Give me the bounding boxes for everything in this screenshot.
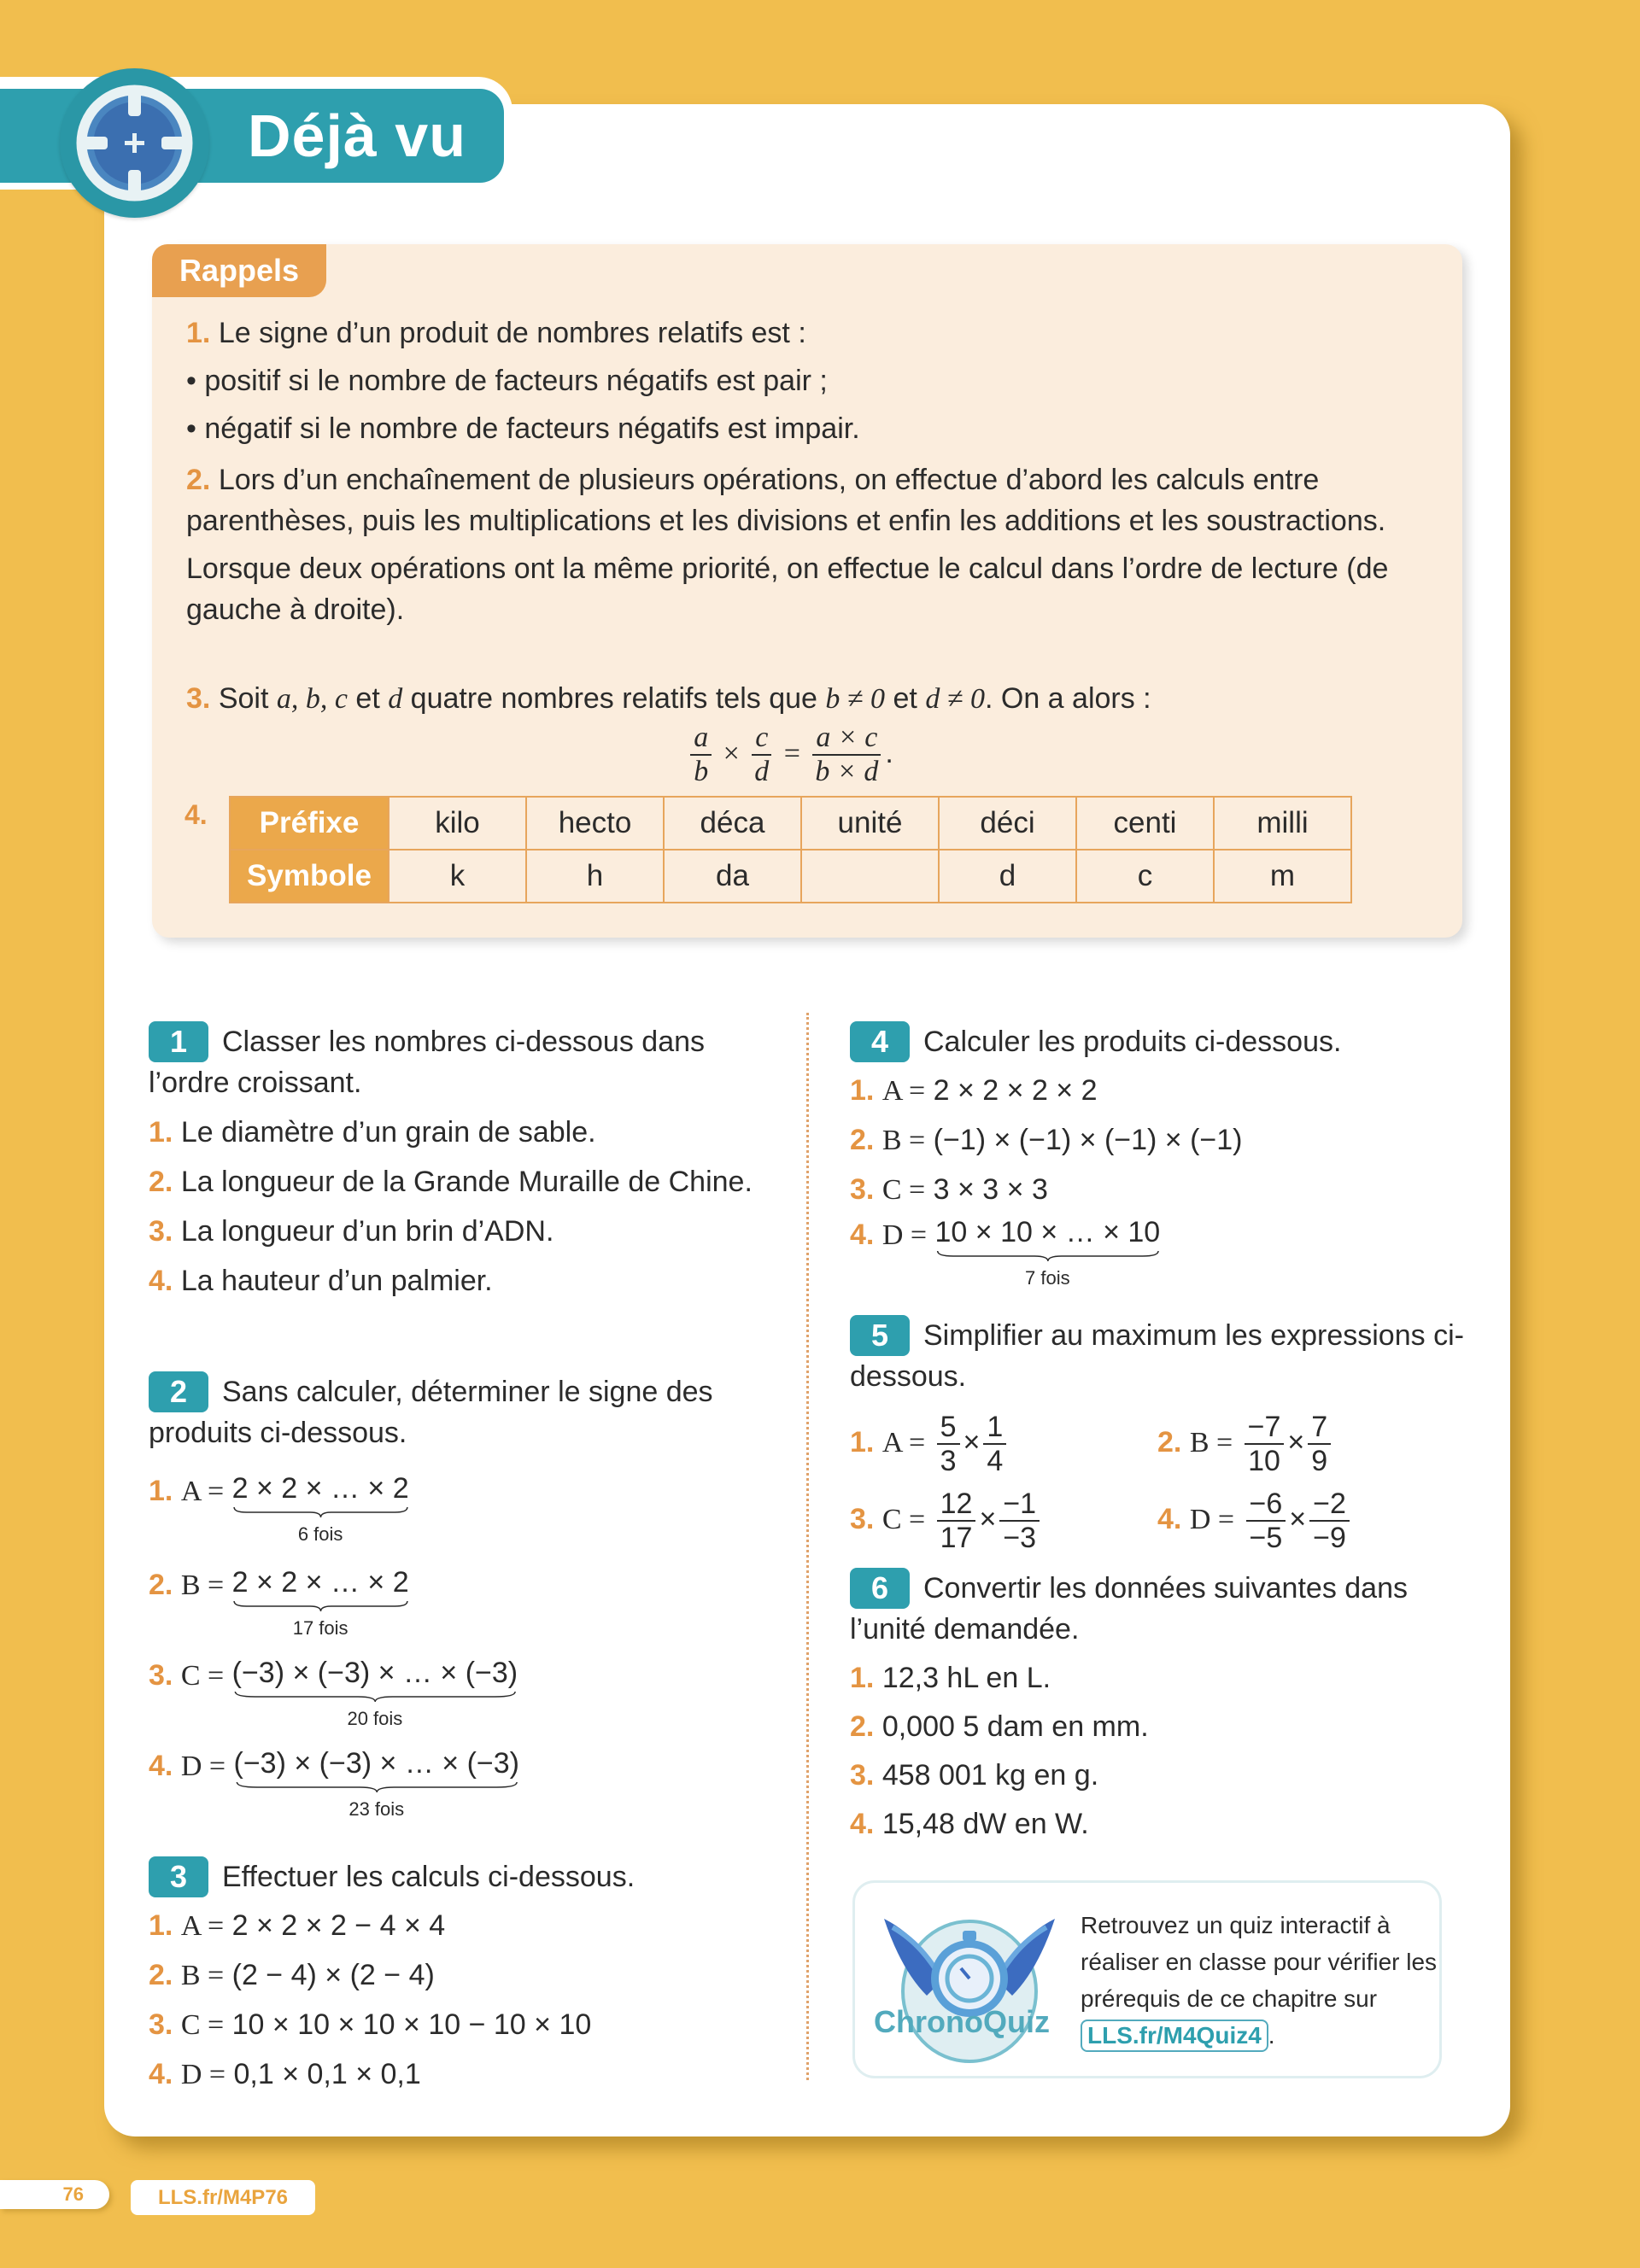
quiz-description: Retrouvez un quiz interactif à réaliser en classe pour vérifier les prérequis de ce chapitre sur	[1081, 1912, 1438, 2012]
exercise-badge: 5	[850, 1315, 910, 1356]
chronoquiz-box	[852, 1880, 1442, 2078]
item-lhs: B =	[180, 1569, 225, 1601]
item-num: 3.	[149, 1659, 173, 1692]
prefix-cell: déci	[939, 797, 1076, 850]
item-lhs: B =	[882, 1125, 926, 1156]
exercise-title: Classer les nombres ci-dessous dans l’ordre croissant.	[149, 1026, 706, 1099]
list-item	[149, 1211, 781, 1252]
item-num: 1.	[149, 1909, 173, 1942]
frac-num: a	[690, 723, 712, 756]
item-num: 4.	[850, 1808, 875, 1840]
prefix-table	[229, 796, 1352, 903]
item-text: Le diamètre d’un grain de sable.	[180, 1116, 596, 1149]
rappel-num: 1.	[186, 317, 211, 349]
frac-den: 17	[940, 1522, 973, 1554]
fraction-grid	[850, 1412, 1482, 1552]
item-num: 1.	[149, 1116, 173, 1149]
item-text: 458 001 kg en g.	[882, 1759, 1099, 1792]
item-lhs: D =	[180, 1751, 226, 1782]
exercise-badge: 2	[149, 1371, 208, 1412]
list-item	[149, 1905, 781, 1947]
page-title: Déjà vu	[248, 102, 466, 169]
rappel-text: Lors d’un enchaînement de plusieurs opérations, on effectue d’abord les calculs entre parenthèses, puis les multiplications et les divisions et enfin les additions et les soustractions.	[186, 464, 1386, 537]
frac-den: 3	[940, 1445, 957, 1477]
item-lhs: C =	[882, 1174, 926, 1206]
frac-num: −7	[1245, 1412, 1285, 1445]
item-num: 3.	[149, 2008, 173, 2041]
list-item	[149, 1260, 781, 1301]
list-item	[149, 2004, 781, 2046]
item-expr: 0,1 × 0,1 × 0,1	[233, 2058, 421, 2090]
exercise-badge: 6	[850, 1568, 910, 1609]
rappel-text: et	[355, 682, 380, 715]
item-num: 2.	[850, 1710, 875, 1743]
item-expr: 3 × 3 × 3	[933, 1173, 1048, 1206]
item-num: 3.	[850, 1759, 875, 1792]
list-item	[850, 1214, 1482, 1291]
op: ×	[1289, 1502, 1307, 1535]
item-num: 3.	[850, 1502, 875, 1535]
item-lhs: B =	[1189, 1426, 1233, 1458]
item-num: 4.	[149, 1265, 173, 1297]
exercise-1	[149, 1021, 781, 1301]
var-list: a, b, c	[276, 683, 348, 715]
symbol-cell	[801, 850, 939, 903]
item-text: 0,000 5 dam en mm.	[882, 1710, 1149, 1743]
item-text: 12,3 hL en L.	[882, 1662, 1051, 1694]
list-item	[850, 1803, 1482, 1844]
item-num: 2.	[149, 1959, 173, 1991]
list-item	[149, 1655, 781, 1739]
prefix-cell: déca	[664, 797, 801, 850]
frac-num: c	[752, 723, 771, 756]
page-link[interactable]: LLS.fr/M4P76	[131, 2180, 315, 2215]
underbrace-icon	[232, 1506, 409, 1518]
exercise-badge: 4	[850, 1021, 910, 1062]
symbol-cell: d	[939, 850, 1076, 903]
symbol-row	[230, 850, 1351, 903]
list-item	[850, 1489, 1157, 1552]
frac-den: b	[694, 756, 709, 787]
item-expr: 10 × 10 × 10 × 10 − 10 × 10	[231, 2008, 592, 2041]
list-item	[149, 2054, 781, 2096]
rappel-text: et	[893, 682, 917, 715]
item-num: 2.	[149, 1569, 173, 1601]
item-text: La longueur d’un brin d’ADN.	[180, 1215, 554, 1248]
rappel-1: 1. Le signe d’un produit de nombres relatifs est : • positif si le nombre de facteurs négatifs est pair ; • négatif si le nombre de facteurs négatifs est impair.	[186, 317, 860, 445]
frac-num: −2	[1309, 1489, 1350, 1522]
prefix-cell: unité	[801, 797, 939, 850]
item-expr: 10 × 10 × … × 10	[934, 1216, 1161, 1248]
frac-num: 5	[937, 1412, 960, 1445]
symbol-cell: da	[664, 850, 801, 903]
item-lhs: A =	[882, 1426, 926, 1458]
chronoquiz-logo-text: ChronoQuiz	[874, 2004, 1050, 2039]
item-num: 4.	[1157, 1502, 1182, 1535]
exercise-title: Calculer les produits ci-dessous.	[923, 1026, 1342, 1058]
item-lhs: A =	[180, 1910, 225, 1942]
period: .	[885, 736, 893, 769]
exercise-title: Sans calculer, déterminer le signe des produits ci-dessous.	[149, 1376, 713, 1449]
frac-num: −1	[999, 1489, 1040, 1522]
list-item	[850, 1657, 1482, 1698]
period: .	[1268, 2022, 1275, 2049]
item-num: 2.	[850, 1124, 875, 1156]
item-num: 1.	[850, 1425, 875, 1458]
item-text: 15,48 dW en W.	[882, 1808, 1089, 1840]
item-num: 4.	[149, 1750, 173, 1782]
rappel-num: 2.	[186, 464, 211, 496]
condition-d: d ≠ 0	[925, 683, 985, 715]
item-lhs: C =	[180, 2009, 225, 2041]
frac-num: 7	[1308, 1412, 1331, 1445]
rappels-box	[152, 244, 1462, 938]
item-num: 2.	[1157, 1425, 1182, 1458]
op: ×	[963, 1425, 981, 1458]
frac-den: −3	[1003, 1522, 1037, 1554]
column-divider	[806, 1013, 809, 2080]
exercise-title: Convertir les données suivantes dans l’unité demandée.	[850, 1572, 1408, 1645]
list-item	[149, 1112, 781, 1153]
chronoquiz-text	[1081, 1907, 1439, 2054]
prefix-cell: kilo	[389, 797, 526, 850]
underbrace-icon	[232, 1691, 518, 1703]
prefix-row	[230, 797, 1351, 850]
item-count: 7 fois	[1025, 1267, 1070, 1289]
target-icon	[60, 68, 209, 218]
list-item	[850, 1119, 1482, 1161]
item-expr: (−3) × (−3) × … × (−3)	[231, 1657, 518, 1689]
rappel-text-2: Lorsque deux opérations ont la même priorité, on effectue le calcul dans l’ordre de lecture (de gauche à droite).	[186, 552, 1389, 626]
item-text: La hauteur d’un palmier.	[180, 1265, 493, 1297]
prefix-cell: milli	[1214, 797, 1351, 850]
item-count: 23 fois	[348, 1798, 405, 1820]
item-num: 4.	[850, 1219, 875, 1251]
item-count: 20 fois	[347, 1708, 403, 1729]
list-item	[1157, 1412, 1465, 1476]
symbol-cell: h	[526, 850, 664, 903]
op: ×	[1287, 1425, 1305, 1458]
op: ×	[979, 1502, 997, 1535]
item-expr: (2 − 4) × (2 − 4)	[231, 1959, 435, 1991]
list-item	[850, 1169, 1482, 1211]
frac-den: −9	[1313, 1522, 1346, 1554]
rappel-text: . On a alors :	[984, 682, 1151, 715]
item-lhs: D =	[180, 2059, 226, 2090]
bullet-negatif: négatif si le nombre de facteurs négatifs est impair.	[204, 412, 860, 445]
item-expr: (−1) × (−1) × (−1) × (−1)	[933, 1124, 1243, 1156]
list-item	[149, 1955, 781, 1996]
item-expr: 2 × 2 × 2 × 2	[933, 1074, 1098, 1107]
row-header: Préfixe	[230, 797, 389, 850]
item-lhs: A =	[180, 1476, 225, 1507]
item-num: 4.	[149, 2058, 173, 2090]
frac-num: a × c	[812, 723, 881, 756]
list-item	[149, 1470, 781, 1554]
exercise-6	[850, 1568, 1482, 1844]
item-num: 1.	[850, 1662, 875, 1694]
item-expr: 2 × 2 × … × 2	[231, 1472, 409, 1505]
item-expr: (−3) × (−3) × … × (−3)	[233, 1747, 519, 1780]
equals: =	[783, 737, 800, 769]
list-item	[149, 1745, 781, 1829]
symbol-cell: m	[1214, 850, 1351, 903]
item-expr: 2 × 2 × 2 − 4 × 4	[231, 1909, 446, 1942]
item-num: 3.	[149, 1215, 173, 1248]
list-item	[149, 1161, 781, 1202]
item-num: 3.	[850, 1173, 875, 1206]
underbrace-icon	[935, 1250, 1161, 1262]
list-item	[850, 1070, 1482, 1112]
rappel-text: Le signe d’un produit de nombres relatifs est :	[218, 317, 806, 349]
page-number: 76	[0, 2180, 109, 2209]
item-lhs: C =	[180, 1660, 225, 1692]
rappel-text: Soit	[218, 682, 269, 715]
bullet-positif: positif si le nombre de facteurs négatifs est pair ;	[204, 365, 828, 397]
item-text: La longueur de la Grande Muraille de Chine.	[180, 1166, 753, 1198]
exercise-3	[149, 1856, 781, 2096]
list-item	[850, 1755, 1482, 1796]
op: ×	[723, 737, 740, 769]
exercise-2	[149, 1371, 781, 1829]
formula	[186, 723, 1411, 786]
underbrace-icon	[234, 1781, 519, 1793]
list-item	[850, 1412, 1157, 1476]
rappel-text: quatre nombres relatifs tels que	[410, 682, 817, 715]
frac-den: d	[754, 756, 770, 787]
item-num: 2.	[149, 1166, 173, 1198]
var-d: d	[388, 683, 403, 715]
item-expr: 2 × 2 × … × 2	[231, 1566, 409, 1599]
item-lhs: A =	[882, 1075, 926, 1107]
exercise-5	[850, 1315, 1482, 1552]
condition-b: b ≠ 0	[825, 683, 886, 715]
frac-den: b × d	[815, 756, 879, 787]
symbol-cell: k	[389, 850, 526, 903]
item-count: 6 fois	[297, 1523, 343, 1545]
frac-num: 12	[937, 1489, 976, 1522]
exercise-title: Effectuer les calculs ci-dessous.	[222, 1861, 636, 1893]
frac-den: −5	[1249, 1522, 1283, 1554]
item-lhs: C =	[882, 1503, 926, 1535]
item-lhs: D =	[882, 1219, 928, 1251]
quiz-link[interactable]: LLS.fr/M4Quiz4	[1081, 2020, 1268, 2052]
item-count: 17 fois	[292, 1617, 348, 1639]
list-item	[1157, 1489, 1465, 1552]
exercise-badge: 1	[149, 1021, 208, 1062]
frac-num: −6	[1246, 1489, 1286, 1522]
item-num: 1.	[149, 1475, 173, 1507]
list-item	[149, 1564, 781, 1648]
exercise-4	[850, 1021, 1482, 1291]
exercise-badge: 3	[149, 1856, 208, 1897]
row-header: Symbole	[230, 850, 389, 903]
item-lhs: D =	[1189, 1503, 1235, 1535]
frac-den: 9	[1311, 1445, 1328, 1477]
item-lhs: B =	[180, 1960, 225, 1991]
rappel-num: 4.	[184, 799, 208, 830]
frac-num: 1	[983, 1412, 1006, 1445]
frac-den: 10	[1248, 1445, 1280, 1477]
prefix-cell: hecto	[526, 797, 664, 850]
list-item	[850, 1706, 1482, 1747]
underbrace-icon	[232, 1600, 409, 1612]
prefix-cell: centi	[1076, 797, 1214, 850]
rappel-3	[186, 678, 1411, 786]
rappel-2	[186, 459, 1411, 630]
rappels-tab: Rappels	[152, 244, 326, 297]
frac-den: 4	[987, 1445, 1004, 1477]
exercise-title: Simplifier au maximum les expressions ci-dessous.	[850, 1319, 1464, 1393]
symbol-cell: c	[1076, 850, 1214, 903]
rappel-num: 3.	[186, 682, 211, 715]
item-num: 1.	[850, 1074, 875, 1107]
